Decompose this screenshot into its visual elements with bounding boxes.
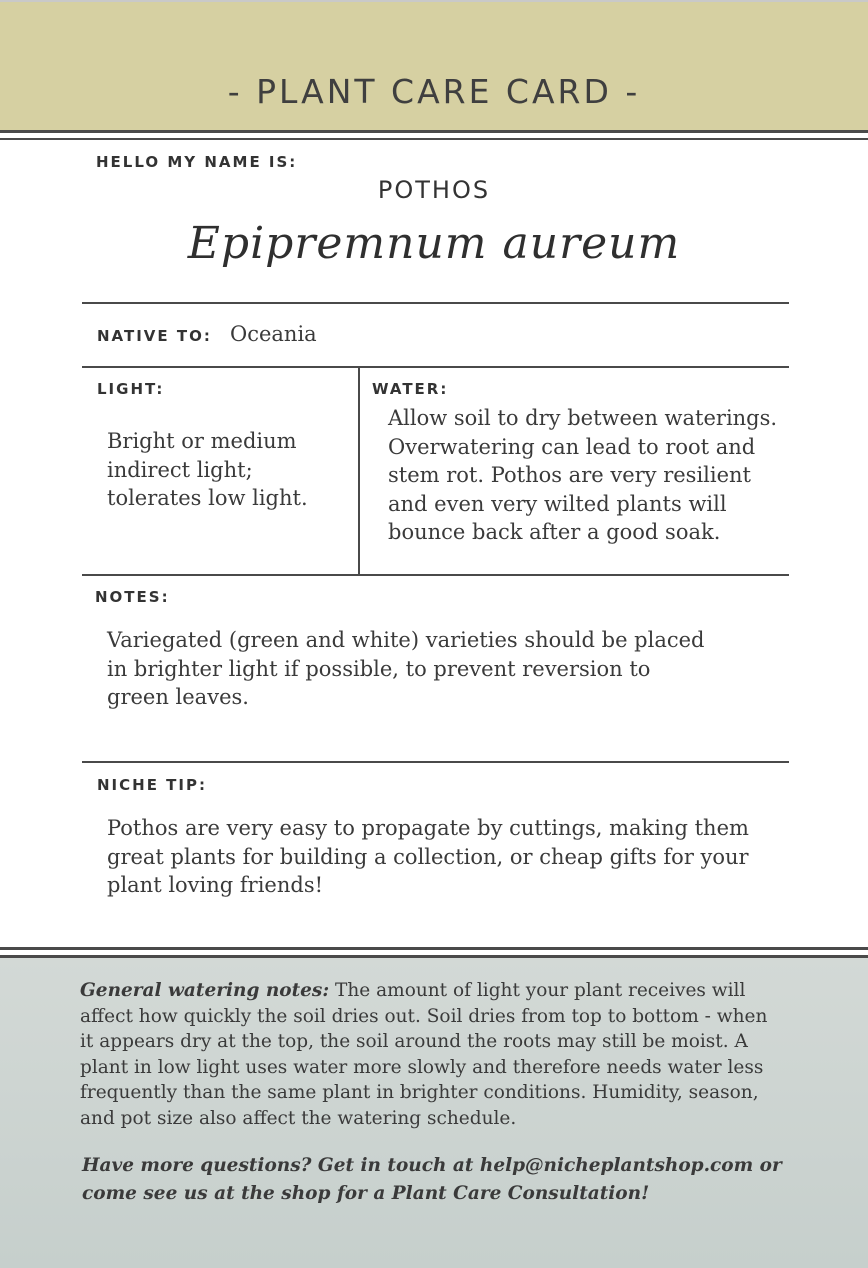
contact-cta — [82, 1152, 802, 1208]
divider — [82, 761, 789, 763]
divider — [82, 366, 789, 368]
tip-label: NICHE TIP: — [97, 776, 207, 794]
native-label: NATIVE TO: — [97, 327, 212, 345]
text-line: and even very wilted plants will — [388, 491, 727, 516]
water-label: WATER: — [372, 380, 449, 398]
watering-notes — [80, 978, 800, 1132]
tip-text — [107, 814, 749, 900]
card-footer — [0, 958, 868, 1268]
text-line: bounce back after a good soak. — [388, 520, 721, 544]
header-divider — [0, 130, 868, 133]
footer-divider — [0, 947, 868, 950]
card-header — [0, 0, 868, 130]
text-line: plant loving friends! — [107, 873, 324, 897]
text-line: Allow soil to dry between waterings. — [388, 406, 778, 430]
text-line: in brighter light if possible, to prevent reversion to — [107, 656, 651, 681]
watering-line: affect how quickly the soil dries out. Soil dries from top to bottom - when — [80, 1005, 768, 1027]
watering-line: plant in low light uses water more slowly and therefore needs water less — [80, 1056, 764, 1078]
text-line: great plants for building a collection, or cheap gifts for your — [107, 844, 749, 869]
common-name: POTHOS — [377, 176, 491, 204]
scientific-name: Epipremnum aureum — [187, 218, 681, 269]
watering-line: and pot size also affect the watering schedule. — [80, 1107, 517, 1129]
text-line: tolerates low light. — [107, 486, 308, 510]
watering-heading: General watering notes: — [80, 980, 330, 1001]
watering-line: The amount of light your plant receives will — [329, 980, 746, 1001]
notes-label: NOTES: — [95, 588, 170, 606]
name-label: HELLO MY NAME IS: — [96, 153, 298, 171]
divider — [82, 302, 789, 304]
divider — [82, 574, 789, 576]
native-value: Oceania — [230, 322, 317, 346]
text-line: Variegated (green and white) varieties should be placed — [107, 628, 705, 652]
card-title: - PLANT CARE CARD - — [227, 72, 641, 111]
text-line: Bright or medium — [107, 429, 297, 453]
text-line: Overwatering can lead to root and — [388, 434, 756, 459]
header-divider-thin — [0, 138, 868, 140]
water-text — [388, 404, 777, 547]
light-text — [107, 427, 308, 513]
contact-line: Have more questions? Get in touch at help@nicheplantshop.com or — [82, 1155, 782, 1176]
light-label: LIGHT: — [97, 380, 165, 398]
text-line: green leaves. — [107, 685, 249, 709]
text-line: Pothos are very easy to propagate by cuttings, making them — [107, 816, 749, 840]
text-line: indirect light; — [107, 457, 253, 482]
watering-line: it appears dry at the top, the soil around the roots may still be moist. A — [80, 1031, 748, 1053]
contact-line: come see us at the shop for a Plant Care Consultation! — [82, 1183, 650, 1204]
watering-line: frequently than the same plant in brighter conditions. Humidity, season, — [80, 1082, 759, 1104]
notes-text — [107, 626, 705, 712]
column-divider — [358, 366, 360, 575]
text-line — [80, 978, 800, 1004]
text-line: stem rot. Pothos are very resilient — [388, 463, 751, 487]
